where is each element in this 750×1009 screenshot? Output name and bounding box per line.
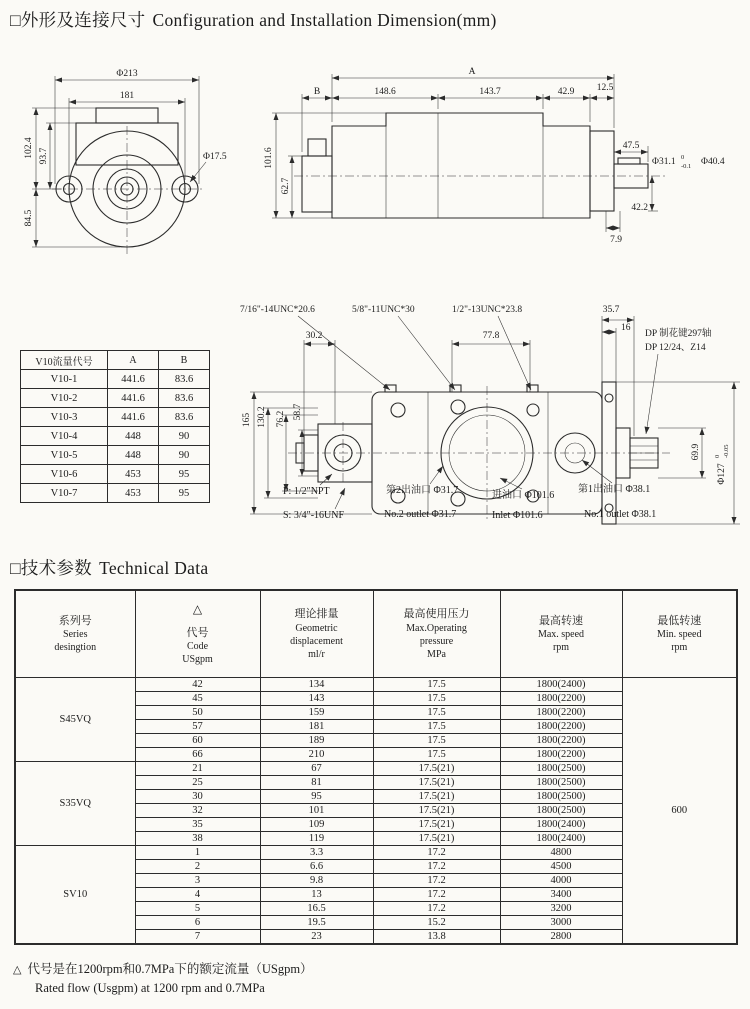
v10-table-row <box>21 389 210 408</box>
dim-seg-125: 12.5 <box>596 83 614 93</box>
v10-header-a: A <box>108 351 159 370</box>
v10-flow-code-table <box>20 350 210 503</box>
tech-table-cell: 19.5 <box>260 916 373 930</box>
dim-bolt-span: 181 <box>119 91 135 101</box>
tech-table-cell: 35 <box>135 818 260 832</box>
header-maxspeed-cn: 最高转速 <box>539 614 583 627</box>
port-p-label: P: 1/2"NPT <box>283 486 330 497</box>
header-code-en1: Code <box>186 641 209 653</box>
tech-table-cell: 81 <box>260 776 373 790</box>
dimension-title-en: Configuration and Installation Dimension(mm) <box>152 10 497 30</box>
dim-seg-1437: 143.7 <box>479 87 501 97</box>
front-view-drawing <box>24 69 227 254</box>
tech-table-cell: 1800(2200) <box>500 706 622 720</box>
v10-table-cell: 90 <box>159 427 210 446</box>
tech-header-code <box>135 590 260 678</box>
dim-height-1016: 101.6 <box>264 147 274 169</box>
series-cell: S45VQ <box>15 678 135 762</box>
tech-table-cell: 45 <box>135 692 260 706</box>
v10-header-row <box>21 351 210 370</box>
tech-table-cell: 17.5 <box>373 720 500 734</box>
tech-table-cell: 17.5(21) <box>373 762 500 776</box>
header-series-cn: 系列号 <box>58 614 92 627</box>
tech-header-min-speed <box>622 590 737 678</box>
tech-table-cell: 1800(2500) <box>500 804 622 818</box>
tech-table-cell: 15.2 <box>373 916 500 930</box>
tech-table-cell: 210 <box>260 748 373 762</box>
tech-table-cell: 17.5(21) <box>373 804 500 818</box>
header-maxspeed-en: Max. speed <box>537 629 585 641</box>
tech-table-cell: 1800(2200) <box>500 734 622 748</box>
v10-table-cell: 441.6 <box>108 370 159 389</box>
technical-title-en: Technical Data <box>99 558 209 578</box>
header-press-en1: Max.Operating <box>406 622 467 634</box>
v10-table-row <box>21 408 210 427</box>
v10-table-cell: V10-6 <box>21 465 108 484</box>
flange-tolerance-upper: 0 <box>714 454 721 458</box>
tech-table-cell: 4800 <box>500 846 622 860</box>
tech-table-cell: 4000 <box>500 874 622 888</box>
tech-header-pressure <box>373 590 500 678</box>
tech-table-cell: 16.5 <box>260 902 373 916</box>
tech-table-cell: 17.2 <box>373 874 500 888</box>
tech-table-cell: 109 <box>260 818 373 832</box>
tech-table-cell: 4500 <box>500 860 622 874</box>
inlet-label-cn: 进油口 Φ101.6 <box>492 490 555 501</box>
tech-table-cell: 3400 <box>500 888 622 902</box>
tech-table-cell: 1800(2200) <box>500 748 622 762</box>
tech-table-cell: 1800(2200) <box>500 720 622 734</box>
dim-16: 16 <box>621 323 631 333</box>
header-disp-unit: ml/r <box>308 648 325 660</box>
v10-table-cell: V10-2 <box>21 389 108 408</box>
spline-note-en: DP 12/24、Z14 <box>645 343 706 353</box>
header-minspeed-cn: 最低转速 <box>657 614 702 627</box>
tech-table-cell: 17.5 <box>373 734 500 748</box>
triangle-mark: △ <box>192 601 203 616</box>
header-press-en2: pressure <box>419 635 454 647</box>
tech-table-cell: 3200 <box>500 902 622 916</box>
v10-table-cell: V10-5 <box>21 446 108 465</box>
v10-table-cell: 90 <box>159 446 210 465</box>
tech-table-cell: 6 <box>135 916 260 930</box>
dim-699: 69.9 <box>691 443 701 461</box>
tech-table-cell: 9.8 <box>260 874 373 888</box>
tech-table-cell: 1800(2500) <box>500 776 622 790</box>
dim-height-937: 93.7 <box>39 147 49 165</box>
v10-table-cell: V10-1 <box>21 370 108 389</box>
tech-table-cell: 67 <box>260 762 373 776</box>
tech-table-cell: 3.3 <box>260 846 373 860</box>
series-cell: SV10 <box>15 846 135 945</box>
header-press-unit: MPa <box>427 648 446 660</box>
dim-1302: 130.2 <box>257 406 267 428</box>
v10-table-cell: 448 <box>108 427 159 446</box>
shaft-tolerance-upper: 0 <box>681 154 685 161</box>
tech-table-cell: 1800(2500) <box>500 762 622 776</box>
outlet2-label-en: No.2 outlet Φ31.7 <box>384 509 457 520</box>
header-code-cn: 代号 <box>186 627 209 640</box>
dim-length-a: A <box>468 67 476 77</box>
header-press-cn: 最高使用压力 <box>403 608 470 621</box>
tech-table-cell: 5 <box>135 902 260 916</box>
series-cell: S35VQ <box>15 762 135 846</box>
tech-table-cell: 17.5 <box>373 678 500 692</box>
technical-data-table <box>14 589 738 945</box>
tech-table-cell: 119 <box>260 832 373 846</box>
tech-table-cell: 17.5(21) <box>373 818 500 832</box>
dim-587: 58.7 <box>293 403 303 421</box>
tech-table-cell: 4 <box>135 888 260 902</box>
footnote-line2: Rated flow (Usgpm) at 1200 rpm and 0.7MPa <box>35 981 265 996</box>
header-minspeed-en: Min. speed <box>657 629 702 641</box>
tech-table-cell: 17.5 <box>373 692 500 706</box>
v10-table-cell: 453 <box>108 484 159 503</box>
dim-drop-422: 42.2 <box>631 203 648 213</box>
tech-table-cell: 101 <box>260 804 373 818</box>
tech-table-cell: 17.5(21) <box>373 832 500 846</box>
tech-table-cell: 2 <box>135 860 260 874</box>
tech-table-cell: 2800 <box>500 930 622 945</box>
dim-mount-hole: Φ17.5 <box>203 152 227 162</box>
tech-table-cell: 13 <box>260 888 373 902</box>
tech-table-cell: 1800(2400) <box>500 818 622 832</box>
tech-table-cell: 30 <box>135 790 260 804</box>
header-minspeed-unit: rpm <box>671 642 688 654</box>
v10-table-cell: V10-7 <box>21 484 108 503</box>
v10-table-row <box>21 427 210 446</box>
tech-table-cell: 1 <box>135 846 260 860</box>
footnote <box>13 960 313 999</box>
outlet1-label-en: No.1 outlet Φ38.1 <box>584 509 657 520</box>
header-series-en1: Series <box>63 629 88 641</box>
v10-table-row <box>21 484 210 503</box>
v10-table-cell: V10-3 <box>21 408 108 427</box>
v10-table-row <box>21 370 210 389</box>
tech-table-cell: 159 <box>260 706 373 720</box>
thread-callout-1: 7/16"-14UNC*20.6 <box>240 305 315 315</box>
tech-table-cell: 13.8 <box>373 930 500 945</box>
tech-table-row <box>15 678 737 692</box>
dim-height-1024: 102.4 <box>24 137 34 159</box>
v10-table-cell: 83.6 <box>159 408 210 427</box>
dimension-section-title <box>10 7 497 32</box>
tech-table-body <box>15 678 737 945</box>
dim-flange-diameter-127: Φ127 <box>717 463 727 485</box>
tech-table-cell: 189 <box>260 734 373 748</box>
tech-header-max-speed <box>500 590 622 678</box>
dimension-title-cn: □外形及连接尺寸 <box>10 10 146 30</box>
dim-outer-diameter: Φ213 <box>116 69 138 79</box>
flange-tolerance-lower: -0.05 <box>723 444 730 458</box>
header-code-en2: USgpm <box>182 654 213 666</box>
tech-table-cell: 21 <box>135 762 260 776</box>
dim-shaft-diameter: Φ31.1 <box>652 157 676 167</box>
thread-callout-3: 1/2"-13UNC*23.8 <box>452 305 523 315</box>
dim-302: 30.2 <box>305 331 323 341</box>
v10-table-row <box>21 446 210 465</box>
tech-table-cell: 17.5(21) <box>373 790 500 804</box>
tech-header-series <box>15 590 135 678</box>
tech-table-cell: 17.5 <box>373 706 500 720</box>
dim-seg-429: 42.9 <box>557 87 575 97</box>
tech-table-cell: 134 <box>260 678 373 692</box>
tech-table-cell: 3000 <box>500 916 622 930</box>
v10-table-cell: 83.6 <box>159 389 210 408</box>
tech-table-cell: 60 <box>135 734 260 748</box>
spline-note-cn: DP 制花键297轴 <box>645 329 712 339</box>
v10-header-code: V10流量代号 <box>21 351 108 370</box>
header-maxspeed-unit: rpm <box>552 642 570 654</box>
v10-table-cell: 95 <box>159 484 210 503</box>
v10-table-cell: 441.6 <box>108 408 159 427</box>
header-series-en2: desingtion <box>54 642 97 654</box>
thread-callout-2: 5/8"-11UNC*30 <box>352 305 415 315</box>
tech-table-cell: 57 <box>135 720 260 734</box>
footnote-line1-wrap <box>13 960 313 979</box>
min-speed-cell: 600 <box>622 678 737 945</box>
tech-table-cell: 50 <box>135 706 260 720</box>
footnote-line1: 代号是在1200rpm和0.7MPa下的额定流量（USgpm） <box>27 962 313 976</box>
v10-table-cell: 448 <box>108 446 159 465</box>
v10-table-cell: 453 <box>108 465 159 484</box>
tech-table-cell: 25 <box>135 776 260 790</box>
v10-table-cell: 83.6 <box>159 370 210 389</box>
tech-table-cell: 17.2 <box>373 902 500 916</box>
section-view-drawing <box>240 305 740 524</box>
dim-762: 76.2 <box>276 410 286 428</box>
tech-header-displacement <box>260 590 373 678</box>
tech-table-cell: 23 <box>260 930 373 945</box>
side-view-drawing <box>264 67 725 245</box>
outlet1-label-cn: 第1出油口 Φ38.1 <box>578 484 651 495</box>
dim-height-845: 84.5 <box>24 209 34 227</box>
v10-table-body <box>21 370 210 503</box>
port-s-label: S: 3/4"-16UNF <box>283 510 345 521</box>
tech-table-cell: 17.2 <box>373 860 500 874</box>
v10-header-b: B <box>159 351 210 370</box>
outlet2-label-cn: 第2出油口 Φ31.7 <box>386 485 459 496</box>
header-disp-en1: Geometric <box>295 622 338 634</box>
tech-table-cell: 7 <box>135 930 260 945</box>
shaft-tolerance-lower: -0.1 <box>681 163 692 170</box>
v10-table-cell: V10-4 <box>21 427 108 446</box>
tech-table-cell: 17.5 <box>373 748 500 762</box>
dim-165: 165 <box>242 412 252 428</box>
tech-table-cell: 38 <box>135 832 260 846</box>
v10-table-cell: 441.6 <box>108 389 159 408</box>
tech-table-cell: 143 <box>260 692 373 706</box>
dim-step-79: 7.9 <box>610 235 622 245</box>
tech-header-row <box>15 590 737 678</box>
tech-table-cell: 1800(2400) <box>500 832 622 846</box>
tech-table-cell: 1800(2500) <box>500 790 622 804</box>
tech-table-cell: 181 <box>260 720 373 734</box>
header-disp-en2: displacement <box>290 635 343 647</box>
technical-section-title <box>10 555 208 580</box>
tech-table-cell: 17.5(21) <box>373 776 500 790</box>
tech-table-cell: 1800(2400) <box>500 678 622 692</box>
dim-seg-1486: 148.6 <box>374 87 396 97</box>
tech-table-cell: 95 <box>260 790 373 804</box>
tech-table-cell: 32 <box>135 804 260 818</box>
dim-length-b: B <box>313 87 321 97</box>
inlet-label-en: Inlet Φ101.6 <box>492 510 543 521</box>
header-disp-cn: 理论排量 <box>294 608 339 621</box>
dim-flange-diameter-404: Φ40.4 <box>701 157 725 167</box>
tech-table-cell: 66 <box>135 748 260 762</box>
dim-357: 35.7 <box>602 305 620 315</box>
technical-title-cn: □技术参数 <box>10 558 93 578</box>
v10-table-cell: 95 <box>159 465 210 484</box>
tech-table-cell: 6.6 <box>260 860 373 874</box>
tech-table-cell: 17.2 <box>373 888 500 902</box>
tech-table-cell: 17.2 <box>373 846 500 860</box>
dim-778: 77.8 <box>482 331 500 341</box>
tech-table-cell: 3 <box>135 874 260 888</box>
dim-height-627: 62.7 <box>281 177 291 195</box>
triangle-mark-footnote: △ <box>13 964 22 976</box>
dim-shaft-length: 47.5 <box>622 141 640 151</box>
v10-table-row <box>21 465 210 484</box>
tech-table-cell: 42 <box>135 678 260 692</box>
tech-table-cell: 1800(2200) <box>500 692 622 706</box>
